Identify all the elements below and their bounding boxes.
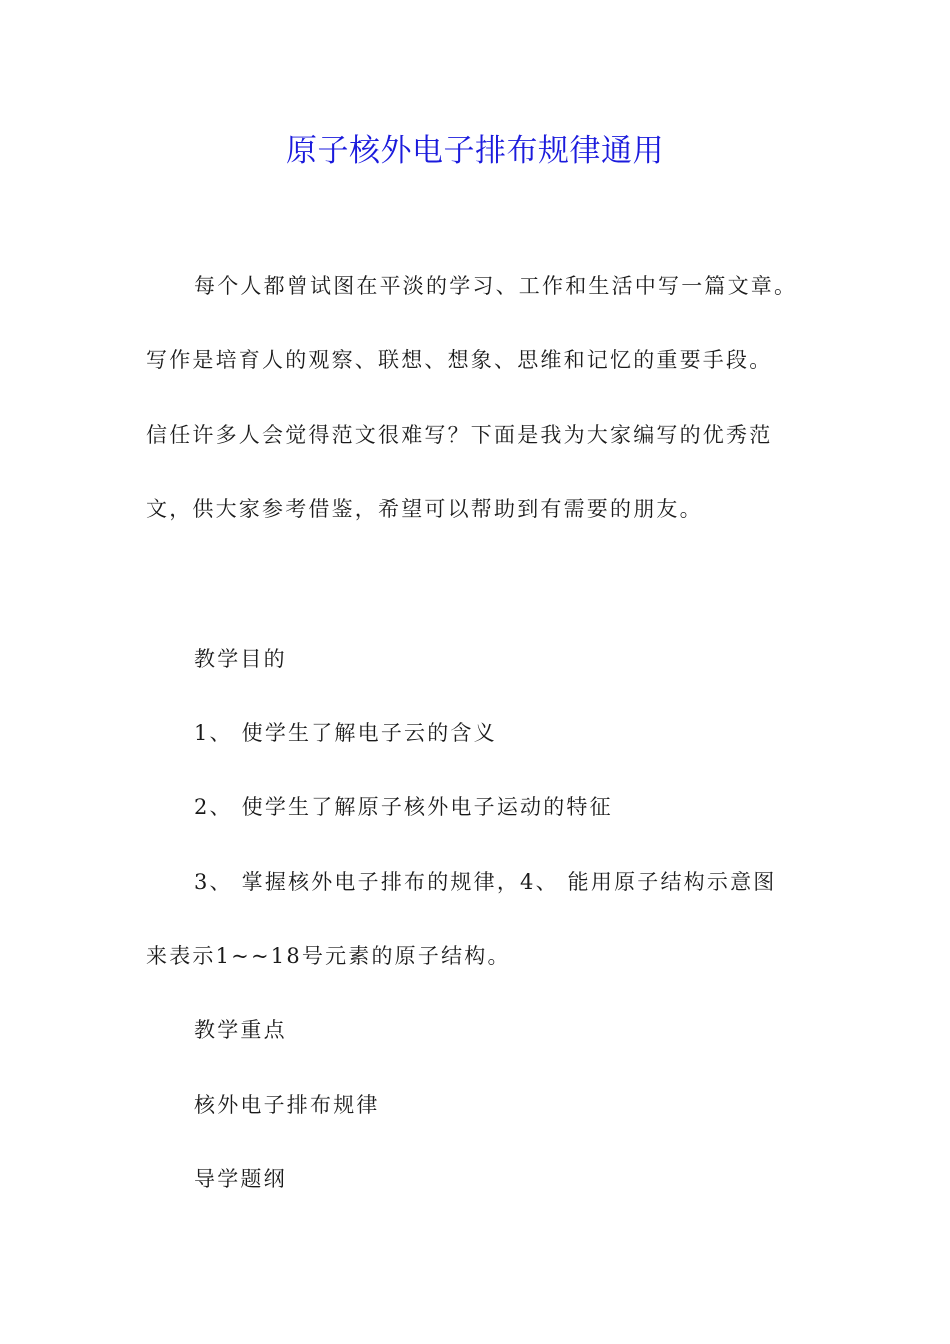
teaching-goal-heading: 教学目的 <box>194 647 287 671</box>
goal-item-1: 1、 使学生了解电子云的含义 <box>194 721 497 745</box>
goal-item-3-line-1: 3、 掌握核外电子排布的规律，4、 能用原子结构示意图 <box>194 870 777 894</box>
key-point-heading: 教学重点 <box>194 1018 287 1042</box>
outline-heading: 导学题纲 <box>194 1167 287 1191</box>
intro-line-3: 信任许多人会觉得范文很难写？下面是我为大家编写的优秀范 <box>146 423 773 447</box>
key-point-text: 核外电子排布规律 <box>194 1093 380 1117</box>
intro-line-2: 写作是培育人的观察、联想、想象、思维和记忆的重要手段。 <box>146 348 773 372</box>
goal-item-3-line-2: 来表示1~~18号元素的原子结构。 <box>146 944 511 968</box>
intro-line-1: 每个人都曾试图在平淡的学习、工作和生活中写一篇文章。 <box>194 274 798 298</box>
document-title: 原子核外电子排布规律通用 <box>286 133 664 169</box>
intro-line-4: 文，供大家参考借鉴，希望可以帮助到有需要的朋友。 <box>146 497 703 521</box>
goal-item-2: 2、 使学生了解原子核外电子运动的特征 <box>194 795 613 819</box>
